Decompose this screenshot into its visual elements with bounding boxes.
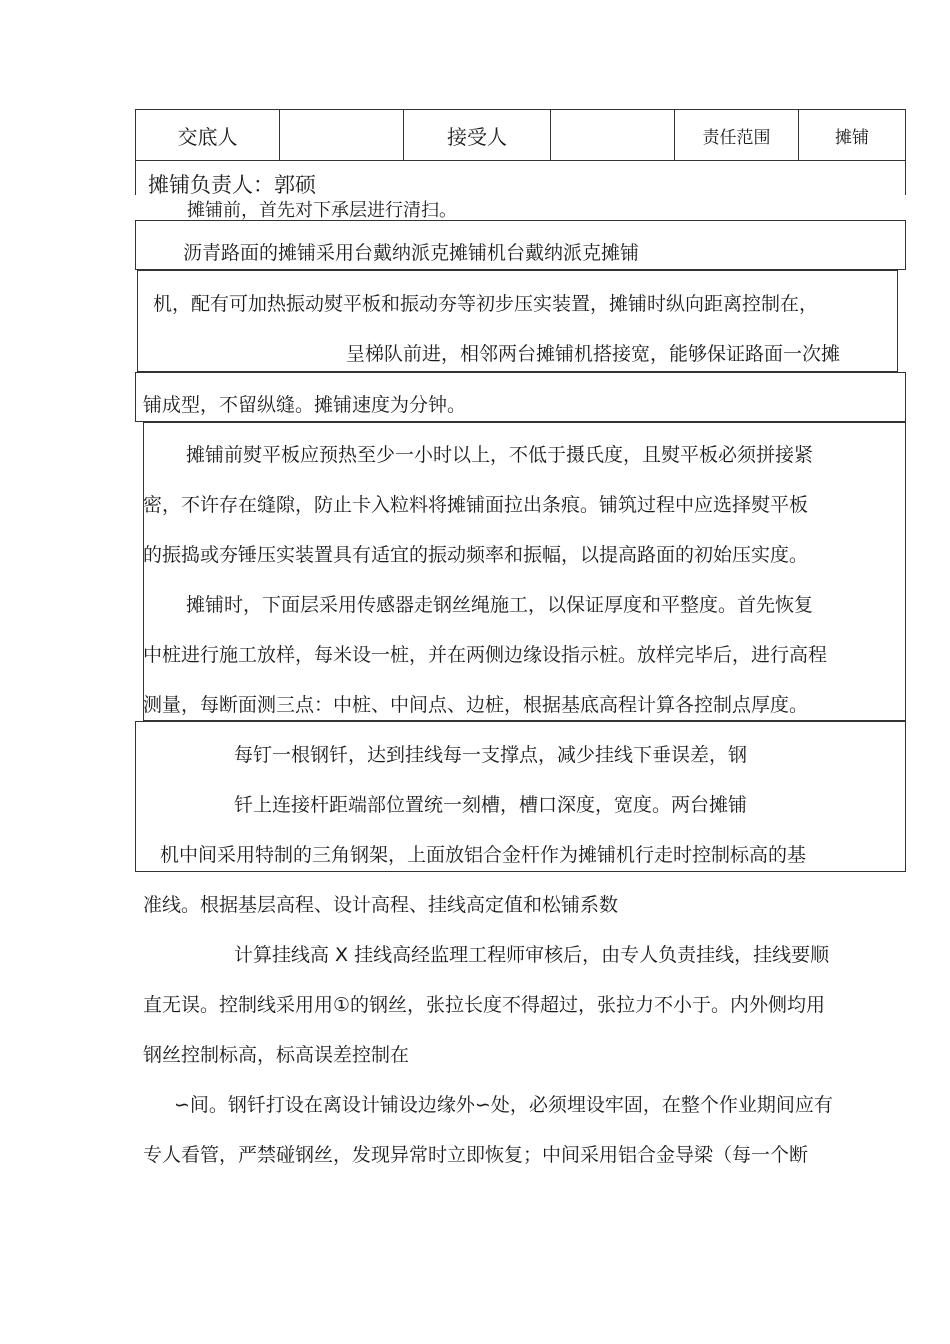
text-line: 钎上连接杆距端部位置统一刻槽，槽口深度，宽度。两台摊铺 — [234, 794, 748, 816]
text-line: 计算挂线高 X 挂线高经监理工程师审核后，由专人负责挂线，挂线要顺 — [234, 944, 830, 966]
responsibility-scope-value: 摊铺 — [835, 127, 869, 148]
text-line: 钢丝控制标高，标高误差控制在 — [143, 1044, 410, 1066]
text-line: 准线。根据基层高程、设计高程、挂线高定值和松铺系数 — [143, 894, 619, 916]
text-line: 呈梯队前进，相邻两台摊铺机搭接宽，能够保证路面一次摊 — [346, 343, 841, 365]
text-line: 铺成型，不留纵缝。摊铺速度为分钟。 — [143, 394, 467, 416]
text-line: 机中间采用特制的三角钢架，上面放铝合金杆作为摊铺机行走时控制标高的基 — [160, 844, 807, 866]
responsibility-scope-label: 责任范围 — [702, 127, 771, 148]
text-line: 摊铺前熨平板应预热至少一小时以上，不低于摄氏度，且熨平板必须拼接紧 — [186, 444, 814, 466]
text-line: 专人看管，严禁碰钢丝，发现异常时立即恢复；中间采用铝合金导梁（每一个断 — [143, 1144, 809, 1166]
frame-line — [135, 161, 136, 195]
text-line: 机，配有可加热振动熨平板和振动夯等初步压实装置，摊铺时纵向距离控制在， — [153, 293, 819, 315]
text-line: 摊铺前，首先对下承层进行清扫。 — [187, 200, 457, 221]
text-line: 摊铺时，下面层采用传感器走钢丝绳施工，以保证厚度和平整度。首先恢复 — [186, 594, 814, 616]
responsible-person: 摊铺负责人：郭硕 — [148, 173, 316, 197]
text-line: 中桩进行施工放样，每米设一桩，并在两侧边缘设指示桩。放样完毕后，进行高程 — [143, 644, 828, 666]
receiver-label: 接受人 — [447, 124, 507, 149]
handover-person-label: 交底人 — [177, 124, 238, 149]
frame-line — [905, 161, 906, 195]
text-line: 每钉一根钢钎，达到挂线每一支撑点，减少挂线下垂误差，钢 — [234, 744, 748, 766]
text-line: 沥青路面的摊铺采用台戴纳派克摊铺机台戴纳派克摊铺 — [183, 242, 640, 264]
text-line: ∽间。钢钎打设在离设计铺设边缘外∽处，必须埋设牢固，在整个作业期间应有 — [174, 1094, 833, 1116]
receiver-value — [551, 110, 674, 160]
text-line: 密，不许存在缝隙，防止卡入粒料将摊铺面拉出条痕。铺筑过程中应选择熨平板 — [143, 494, 809, 516]
text-line: 直无误。控制线采用用①的钢丝，张拉长度不得超过，张拉力不小于。内外侧均用 — [143, 994, 826, 1016]
text-line: 测量，每断面测三点：中桩、中间点、边桩，根据基底高程计算各控制点厚度。 — [143, 694, 809, 716]
text-line: 的振捣或夯锤压实装置具有适宜的振动频率和振幅，以提高路面的初始压实度。 — [143, 544, 809, 566]
handover-person-value — [280, 110, 403, 160]
